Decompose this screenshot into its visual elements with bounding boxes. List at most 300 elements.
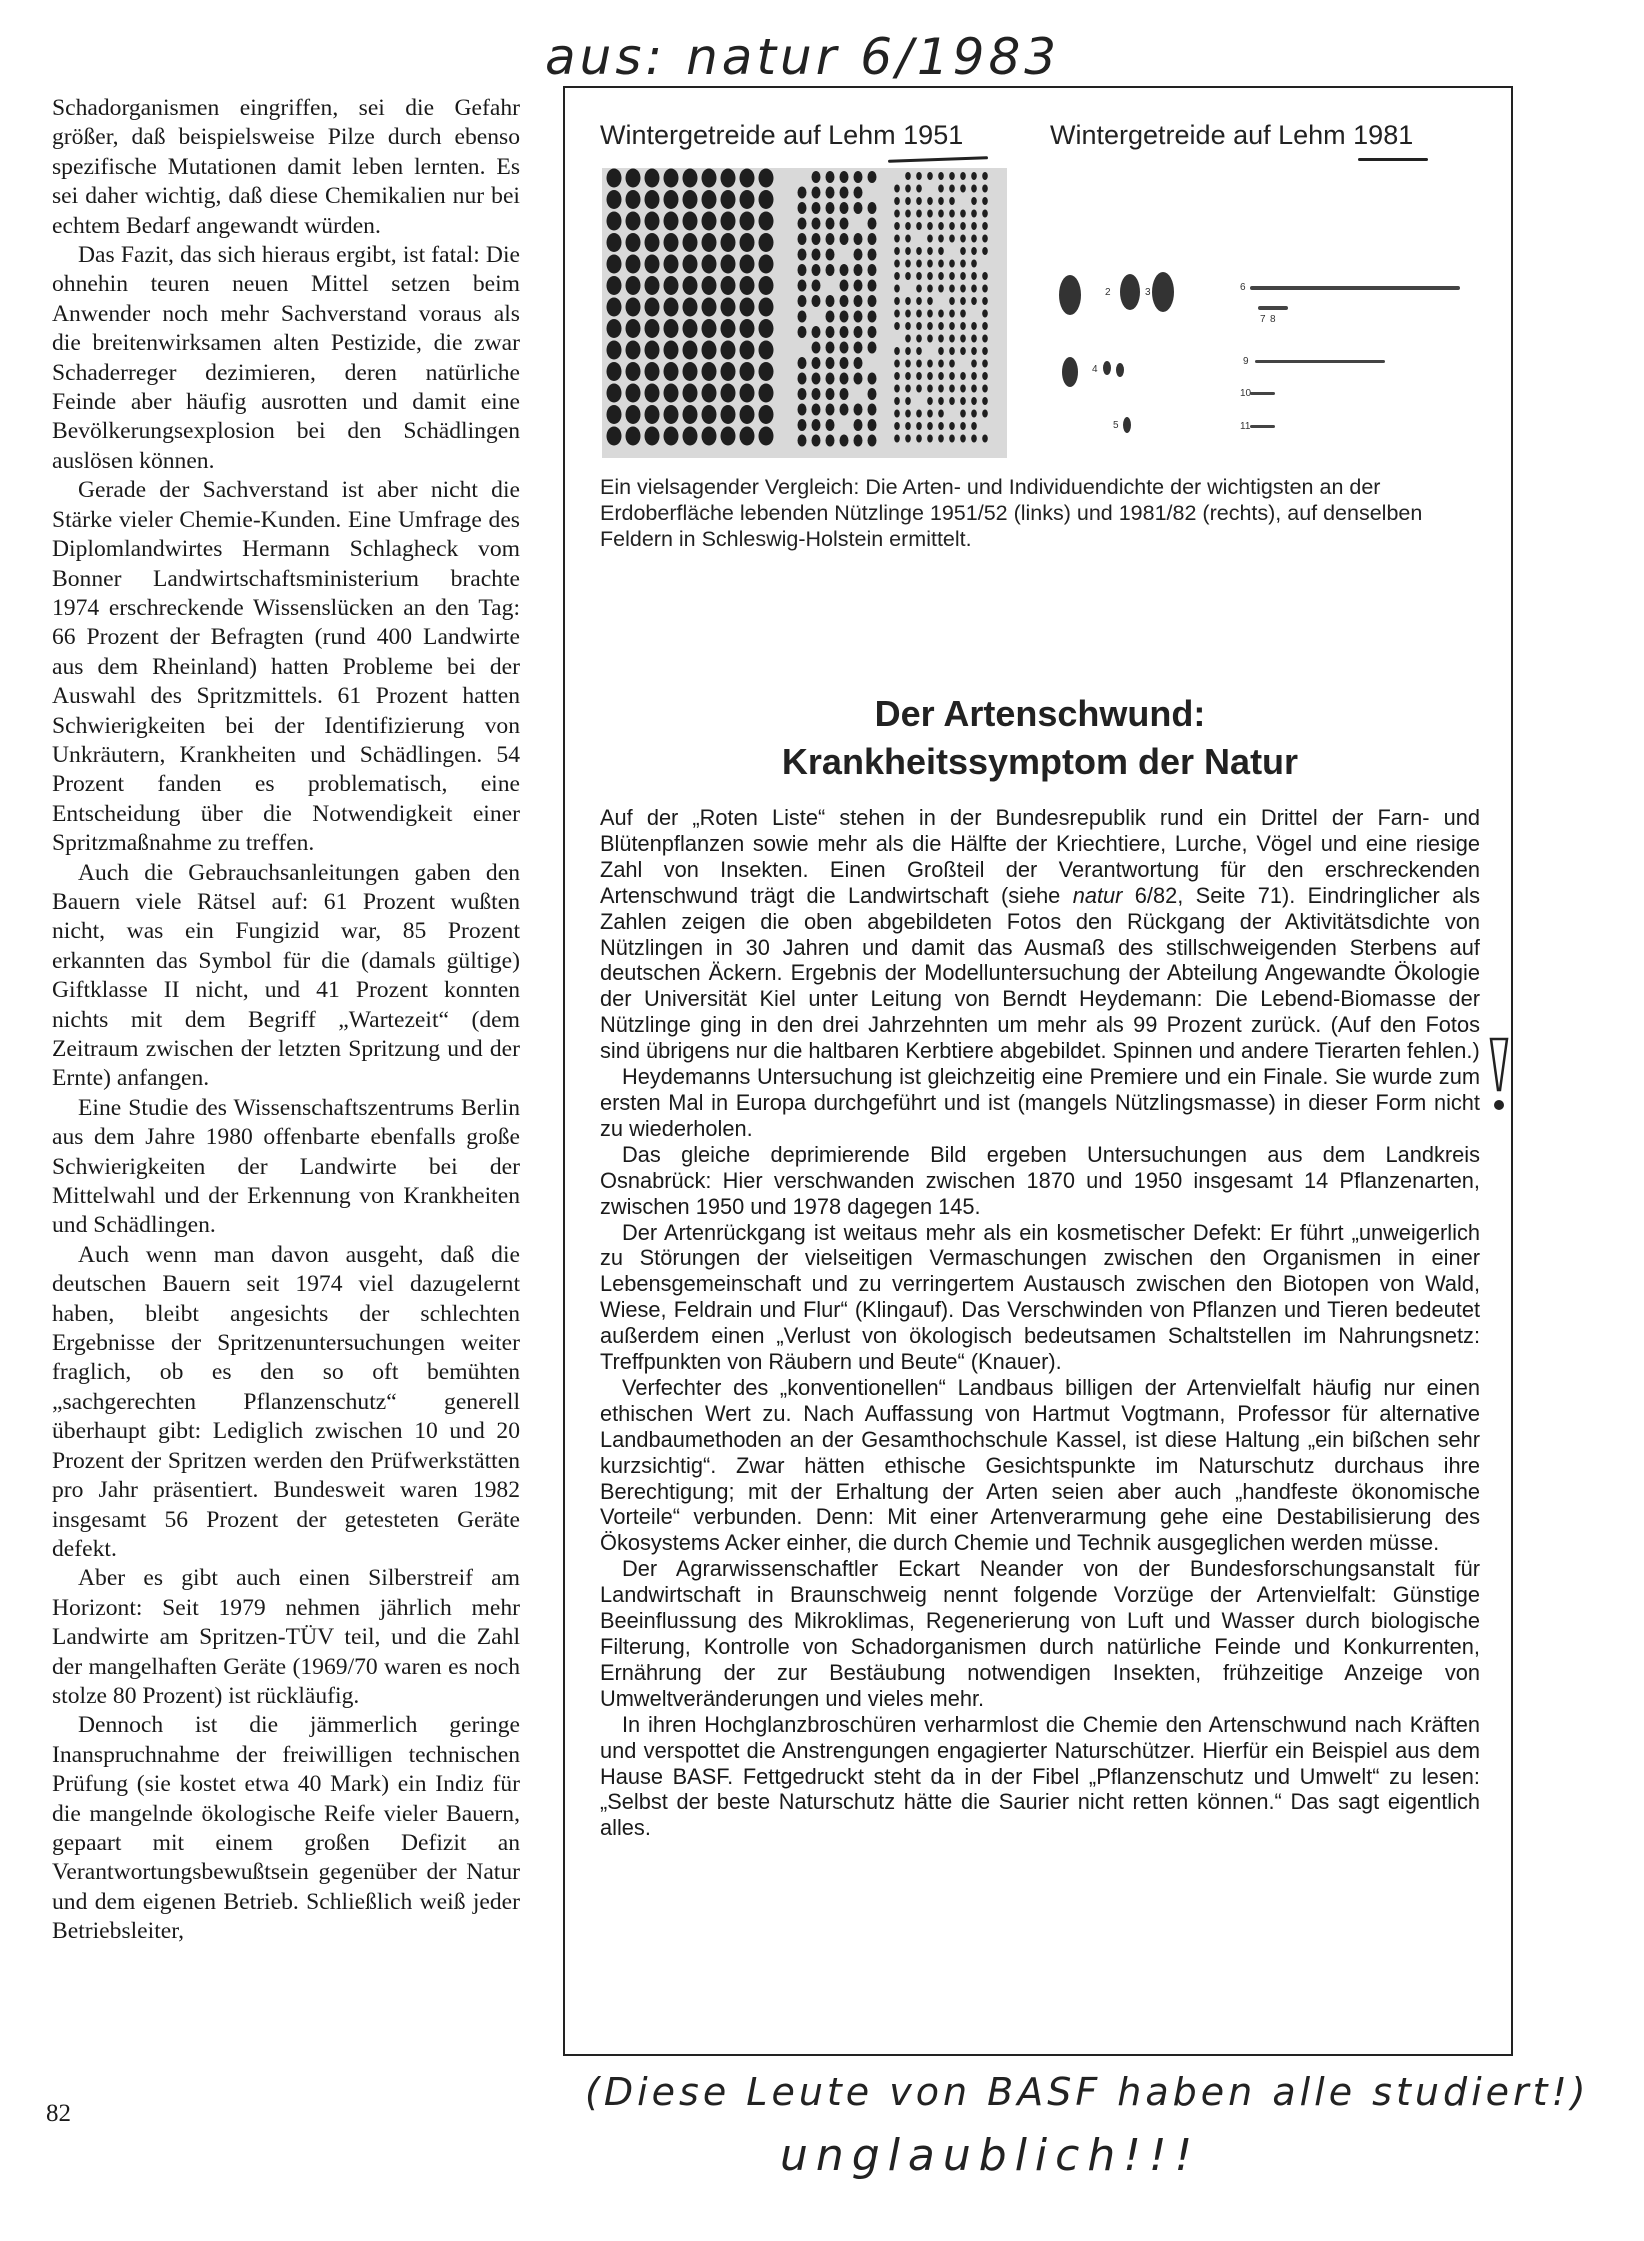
insect-specimen — [664, 190, 679, 209]
insect-specimen — [812, 404, 821, 416]
insect-specimen — [927, 285, 933, 293]
sidebar-article-body — [600, 805, 1480, 1841]
figure-title-1981: Wintergetreide auf Lehm 1981 — [1050, 120, 1414, 150]
insect-specimen — [854, 202, 863, 214]
insect-specimen — [626, 319, 641, 338]
insect-specimen — [826, 311, 835, 323]
insect-specimen — [645, 427, 660, 446]
insect-specimen — [854, 357, 863, 369]
insect-specimen — [854, 187, 863, 199]
insect-specimen — [927, 172, 933, 180]
insect-specimen — [721, 405, 736, 424]
insect-specimen — [916, 422, 922, 430]
insect-specimen — [759, 255, 774, 274]
body-paragraph: Das gleiche deprimierende Bild ergeben Untersuchungen aus dem Landkreis Osnabrück: Hier verschwanden zwischen 1870 und 1950 insgesamt 14 Pflanzenarten, zwischen 1950 und 1978 dagegen 145. — [600, 1141, 1480, 1219]
insect-specimen — [759, 276, 774, 295]
insect-specimen — [916, 285, 922, 293]
insect-specimen — [938, 260, 944, 268]
insect-specimen — [868, 249, 877, 261]
insect-specimen — [607, 427, 622, 446]
insect-specimen — [949, 210, 955, 218]
insect-specimen — [721, 276, 736, 295]
insect-specimen — [840, 264, 849, 276]
insect-specimen — [854, 435, 863, 447]
insect-specimen — [683, 190, 698, 209]
insect-specimen — [960, 335, 966, 343]
insect-specimen — [840, 404, 849, 416]
insect-specimen — [840, 311, 849, 323]
insect-specimen — [971, 172, 977, 180]
insect-specimen — [721, 169, 736, 188]
insect-specimen — [826, 171, 835, 183]
insect-specimen — [949, 360, 955, 368]
insect-specimen — [683, 212, 698, 231]
insect-specimen — [759, 319, 774, 338]
insect-specimen — [905, 260, 911, 268]
headline-line-2: Krankheitssymptom der Natur — [781, 741, 1299, 782]
insect-specimen — [971, 297, 977, 305]
insect-specimen — [971, 235, 977, 243]
insect-specimen — [840, 187, 849, 199]
insect-specimen — [971, 397, 977, 405]
specimen-label: 11 — [1240, 421, 1251, 432]
insect-specimen — [812, 419, 821, 431]
insect-specimen — [916, 210, 922, 218]
insect-specimen — [927, 297, 933, 305]
insect-specimen — [826, 264, 835, 276]
insect-specimen — [971, 347, 977, 355]
insect-specimen — [949, 235, 955, 243]
insect-specimen — [971, 422, 977, 430]
insect-sparse-1981 — [1045, 250, 1475, 450]
insect-specimen — [949, 322, 955, 330]
insect-specimen — [982, 172, 988, 180]
insect-specimen — [905, 422, 911, 430]
insect-specimen — [982, 360, 988, 368]
insect-specimen — [812, 373, 821, 385]
insect-specimen — [868, 233, 877, 245]
left-paragraph: Auch die Gebrauchsanleitungen gaben den Bauern viele Rätsel auf: 61 Prozent wußten nicht, was ein Fungizid war, 85 Prozent erkannten das Symbol für die (damals gültige) Giftklasse II nicht, und 41 Prozent konnten nichts mit dem Begriff „Wartezeit“ (dem Zeitraum zwischen der letzten Spritzung und der Ernte) anfangen. — [52, 859, 520, 1092]
insect-specimen — [960, 322, 966, 330]
insect-specimen — [927, 372, 933, 380]
insect-specimen — [840, 357, 849, 369]
insect-specimen — [982, 347, 988, 355]
insect-specimen — [938, 422, 944, 430]
left-paragraph: Eine Studie des Wissenschaftszentrums Berlin aus dem Jahre 1980 offenbarte ebenfalls große Schwierigkeiten der Landwirte bei der Mittelwahl und der Erkennung von Krankheiten und Schädlingen. — [52, 1094, 520, 1239]
insect-specimen — [683, 405, 698, 424]
insect-specimen — [683, 362, 698, 381]
insect-specimen — [798, 202, 807, 214]
insect-specimen — [721, 255, 736, 274]
insect-grid-1951 — [602, 168, 1007, 458]
insect-specimen — [702, 319, 717, 338]
insect-specimen — [938, 385, 944, 393]
insect-specimen — [868, 264, 877, 276]
insect-specimen — [949, 197, 955, 205]
insect-specimen — [960, 385, 966, 393]
insect-specimen — [938, 235, 944, 243]
insect-specimen — [927, 222, 933, 230]
insect-specimen — [868, 326, 877, 338]
insect-specimen — [927, 272, 933, 280]
insect-specimen — [916, 372, 922, 380]
insect-specimen — [854, 342, 863, 354]
insect-specimen — [938, 185, 944, 193]
insect-specimen — [702, 212, 717, 231]
insect-specimen — [683, 298, 698, 317]
insect-specimen — [927, 260, 933, 268]
insect-specimen — [894, 422, 900, 430]
insect-specimen — [683, 255, 698, 274]
insect-specimen — [982, 397, 988, 405]
insect-specimen — [916, 347, 922, 355]
insect-specimen — [626, 169, 641, 188]
insect-specimen — [982, 247, 988, 255]
insect-specimen — [759, 298, 774, 317]
insect-specimen — [740, 427, 755, 446]
insect-specimen — [840, 295, 849, 307]
insect-specimen — [854, 249, 863, 261]
insect-specimen — [982, 372, 988, 380]
insect-specimen — [982, 322, 988, 330]
insect-specimen — [982, 185, 988, 193]
insect-specimen — [894, 235, 900, 243]
insect-specimen — [664, 255, 679, 274]
insect-specimen — [798, 187, 807, 199]
insect-specimen — [702, 405, 717, 424]
insect-specimen — [938, 335, 944, 343]
insect-specimen — [960, 347, 966, 355]
body-paragraph: Auf der „Roten Liste“ stehen in der Bundesrepublik rund ein Drittel der Farn- und Blütenpflanzen sowie mehr als die Hälfte der Kriechtiere, Lurche, Vögel und eine riesige Zahl von Insekten. Einen Großteil der Verantwortung für den erschreckenden Artenschwund trägt die Landwirtschaft (siehe natur 6/82, Seite 71). Eindringlicher als Zahlen zeigen die oben abgebildeten Fotos den Rückgang der Aktivitätsdichte von Nützlingen in 30 Jahren und damit das Ausmaß des stillschweigenden Sterbens auf deutschen Äckern. Ergebnis der Modelluntersuchung der Abteilung Angewandte Ökologie der Universität Kiel unter Leitung von Berndt Heydemann: Die Lebend-Biomasse der Nützlinge ging in den drei Jahrzehnten um mehr als 99 Prozent zurück. (Auf den Fotos sind übrigens nur die haltbaren Kerbtiere abgebildet. Spinnen und andere Tierarten fehlen.) — [600, 805, 1480, 1064]
insect-specimen — [868, 419, 877, 431]
insect-specimen — [826, 388, 835, 400]
specimen-label: 5 — [1113, 420, 1119, 431]
insect-specimen — [812, 357, 821, 369]
insect-specimen — [905, 397, 911, 405]
insect-specimen — [721, 298, 736, 317]
insect-specimen — [683, 169, 698, 188]
insect-specimen — [607, 255, 622, 274]
specimen-label: 6 — [1240, 282, 1246, 293]
insect-specimen — [854, 373, 863, 385]
insect-specimen — [868, 373, 877, 385]
handwritten-source-note: aus: natur 6/1983 — [545, 28, 1061, 86]
insect-specimen — [740, 169, 755, 188]
insect-specimen — [664, 362, 679, 381]
insect-specimen — [971, 285, 977, 293]
insect-specimen — [826, 373, 835, 385]
insect-specimen — [721, 341, 736, 360]
insect-specimen — [971, 260, 977, 268]
insect-specimen — [938, 197, 944, 205]
insect-specimen — [916, 310, 922, 318]
insect-specimen — [949, 172, 955, 180]
insect-specimen — [971, 197, 977, 205]
insect-specimen — [721, 362, 736, 381]
insect-specimen — [868, 311, 877, 323]
insect-specimen — [949, 422, 955, 430]
insect-specimen — [971, 360, 977, 368]
insect-specimen — [645, 255, 660, 274]
insect-specimen — [798, 435, 807, 447]
insect-specimen — [938, 210, 944, 218]
insect-specimen — [916, 435, 922, 443]
insect-specimen — [905, 185, 911, 193]
insect-specimen — [905, 210, 911, 218]
insect-specimen — [798, 280, 807, 292]
insect-specimen — [982, 235, 988, 243]
insect-specimen — [949, 185, 955, 193]
insect-specimen — [626, 276, 641, 295]
insect-specimen — [607, 341, 622, 360]
insect-specimen — [840, 435, 849, 447]
insect-specimen — [894, 272, 900, 280]
insect-specimen — [826, 404, 835, 416]
insect-specimen — [960, 435, 966, 443]
insect-specimen — [971, 372, 977, 380]
insect-specimen — [798, 264, 807, 276]
insect-specimen — [854, 233, 863, 245]
insect-specimen — [721, 384, 736, 403]
insect-specimen — [938, 360, 944, 368]
insect-specimen — [840, 280, 849, 292]
insect-specimen — [702, 341, 717, 360]
insect-specimen — [905, 435, 911, 443]
insect-specimen — [894, 360, 900, 368]
insect-specimen — [798, 295, 807, 307]
insect-specimen — [740, 384, 755, 403]
insect-specimen — [798, 218, 807, 230]
body-paragraph: Der Agrarwissenschaftler Eckart Neander von der Bundesforschungsanstalt für Landwirtschaft in Braunschweig nennt folgende Vorzüge der Artenvielfalt: Günstige Beeinflussung des Mikroklimas, Regenerierung von Luft und Wasser durch biologische Filterung, Kontrolle von Schadorganismen durch natürliche Feinde und Konkurrenten, Ernährung der zur Bestäubung notwendigen Insekten, frühzeitige Anzeige von Umweltveränderungen und vieles mehr. — [600, 1556, 1480, 1711]
insect-specimen — [721, 233, 736, 252]
body-paragraph: In ihren Hochglanzbroschüren verharmlost die Chemie den Artenschwund nach Kräften und verspottet die Anstrengungen engagierter Naturschützer. Hierfür ein Beispiel aus dem Hause BASF. Fettgedruckt steht da in der Fibel „Pflanzenschutz und Umwelt“ zu lesen: „Selbst der beste Naturschutz hätte die Saurier nicht retten können.“ Das sagt eigentlich alles. — [600, 1711, 1480, 1841]
insect-specimen — [840, 373, 849, 385]
insect-specimen — [607, 384, 622, 403]
insect-specimen — [840, 388, 849, 400]
insect-specimen — [840, 202, 849, 214]
insect-specimen — [854, 264, 863, 276]
insect-specimen — [938, 310, 944, 318]
insect-specimen — [812, 264, 821, 276]
left-paragraph: Schadorganismen eingriffen, sei die Gefahr größer, daß beispielsweise Pilze durch ebenso spezifische Mutationen damit leben lernten. Es sei daher wichtig, daß diese Chemikalien nur bei echtem Bedarf angewandt würden. — [52, 95, 520, 239]
insect-specimen — [840, 342, 849, 354]
insect-specimen — [645, 298, 660, 317]
left-paragraph: Auch wenn man davon ausgeht, daß die deutschen Bauern seit 1974 viel dazugelernt haben, bleibt angesichts der schlechten Ergebnisse der Spritzenuntersuchungen weiter fraglich, ob es den so oft bemühten „sachgerechten Pflanzenschutz“ generell überhaupt gibt: Lediglich zwischen 10 und 20 Prozent der Spritzen werden den Prüfwerkstätten pro Jahr präsentiert. Bundesweit waren 1982 insgesamt 56 Prozent der getesteten Geräte defekt. — [52, 1241, 520, 1562]
insect-specimen — [664, 212, 679, 231]
insect-specimen — [702, 255, 717, 274]
insect-specimen — [916, 335, 922, 343]
insect-specimen — [927, 422, 933, 430]
insect-specimen — [721, 190, 736, 209]
insect-specimen — [664, 169, 679, 188]
insect-specimen — [626, 362, 641, 381]
insect-specimen — [868, 218, 877, 230]
insect-specimen — [938, 222, 944, 230]
insect-specimen — [626, 405, 641, 424]
insect-specimen — [938, 410, 944, 418]
insect-specimen — [664, 319, 679, 338]
insect-specimen — [971, 222, 977, 230]
insect-specimen — [905, 385, 911, 393]
insect-specimen — [664, 298, 679, 317]
insect-specimen — [938, 347, 944, 355]
insect-specimen — [812, 280, 821, 292]
insect-specimen — [938, 247, 944, 255]
insect-specimen — [645, 233, 660, 252]
insect-specimen — [626, 298, 641, 317]
insect-specimen — [645, 212, 660, 231]
insect-specimen — [971, 185, 977, 193]
insect-specimen — [927, 247, 933, 255]
handwritten-underline — [1358, 158, 1428, 161]
insect-specimen — [759, 169, 774, 188]
insect-specimen — [854, 171, 863, 183]
insect-specimen — [982, 210, 988, 218]
insect-specimen — [894, 385, 900, 393]
insect-specimen — [683, 384, 698, 403]
insect-specimen — [854, 404, 863, 416]
insect-specimen — [949, 372, 955, 380]
insect-specimen — [905, 272, 911, 280]
insect-specimen — [894, 372, 900, 380]
left-paragraph: Das Fazit, das sich hieraus ergibt, ist fatal: Die ohnehin teuren neuen Mittel setzen beim Anwender noch mehr Sachverstand voraus als die breitenwirksamen alten Pestizide, die zwar Schaderreger dezimieren, deren natürliche Feinde aber häufig ausrotten und damit eine Bevölkerungsexplosion bei den Schädlingen auslösen können. — [52, 242, 520, 474]
insect-specimen — [982, 435, 988, 443]
insect-specimen — [949, 397, 955, 405]
headline-line-1: Der Artenschwund: — [874, 693, 1206, 734]
insect-specimen — [812, 218, 821, 230]
insect-specimen — [702, 233, 717, 252]
insect-specimen — [960, 247, 966, 255]
insect-specimen — [894, 410, 900, 418]
body-paragraph: Der Artenrückgang ist weitaus mehr als ein kosmetischer Defekt: Er führt „unweigerlich zu Störungen der vielseitigen Vermaschungen zwischen den Organismen in einer Lebensgemeinschaft und zu verringertem Austausch zwischen den Biotopen von Wald, Wiese, Feldrain und Flur“ (Klingauf). Das Verschwinden von Pflanzen und Tieren bedeutet außerdem einen „Verlust von ökologisch bedeutsamen Schaltstellen im Nahrungsnetz: Treffpunkten von Räubern und Beute“ (Knauer). — [600, 1219, 1480, 1375]
insect-specimen — [894, 197, 900, 205]
insect-specimen — [702, 190, 717, 209]
insect-specimen — [664, 233, 679, 252]
insect-specimen — [905, 172, 911, 180]
insect-specimen — [854, 419, 863, 431]
insect-specimen — [868, 404, 877, 416]
insect-specimen — [905, 347, 911, 355]
insect-specimen — [702, 362, 717, 381]
insect-specimen — [740, 405, 755, 424]
insect-specimen — [798, 249, 807, 261]
insect-specimen — [916, 222, 922, 230]
insect-specimen — [960, 310, 966, 318]
insect-specimen — [812, 202, 821, 214]
insect-specimen — [826, 326, 835, 338]
insect-specimen — [949, 272, 955, 280]
insect-specimen — [971, 385, 977, 393]
insect-specimen — [702, 427, 717, 446]
insect-specimen — [826, 419, 835, 431]
insect-specimen — [927, 385, 933, 393]
insect-specimen — [664, 384, 679, 403]
insect-specimen — [812, 342, 821, 354]
insect-specimen — [916, 247, 922, 255]
page-number: 82 — [46, 2100, 71, 2127]
insect-specimen — [960, 172, 966, 180]
insect-specimen — [759, 212, 774, 231]
insect-specimen — [982, 310, 988, 318]
insect-specimen — [812, 295, 821, 307]
insect-specimen — [916, 297, 922, 305]
insect-specimen — [960, 260, 966, 268]
insect-specimen — [607, 298, 622, 317]
insect-specimen — [607, 190, 622, 209]
insect-specimen — [740, 341, 755, 360]
specimen-label: 2 — [1105, 287, 1111, 298]
insect-specimen — [626, 341, 641, 360]
insect-specimen — [894, 222, 900, 230]
insect-specimen — [812, 187, 821, 199]
insect-specimen — [894, 185, 900, 193]
insect-specimen — [894, 435, 900, 443]
insect-specimen — [916, 197, 922, 205]
insect-specimen — [626, 384, 641, 403]
insect-specimen — [927, 197, 933, 205]
insect-specimen — [740, 362, 755, 381]
insect-specimen — [826, 435, 835, 447]
insect-specimen — [626, 233, 641, 252]
insect-specimen — [607, 169, 622, 188]
insect-specimen — [960, 185, 966, 193]
specimen-label: 8 — [1270, 314, 1276, 325]
photo-insects-1981 — [1045, 250, 1475, 450]
insect-specimen — [607, 276, 622, 295]
insect-specimen — [916, 322, 922, 330]
insect-specimen — [894, 397, 900, 405]
insect-specimen — [683, 276, 698, 295]
left-paragraph: Aber es gibt auch einen Silberstreif am Horizont: Seit 1979 nehmen jährlich mehr Landwirte am Spritzen-TÜV teil, und die Zahl der mangelhaften Geräte (1969/70 waren es noch stolze 80 Prozent) ist rückläufig. — [52, 1565, 520, 1709]
insect-specimen — [645, 341, 660, 360]
insect-specimen — [960, 272, 966, 280]
insect-specimen — [960, 397, 966, 405]
insect-specimen — [626, 190, 641, 209]
insect-specimen — [721, 427, 736, 446]
insect-specimen — [960, 422, 966, 430]
insect-specimen — [854, 311, 863, 323]
insect-specimen — [664, 341, 679, 360]
insect-specimen — [982, 272, 988, 280]
insect-specimen — [740, 255, 755, 274]
insect-specimen — [982, 297, 988, 305]
left-paragraph: Dennoch ist die jämmerlich geringe Inanspruchnahme der freiwilligen technischen Prüfung (sie kostet etwa 40 Mark) ein Indiz für die mangelnde ökologische Reife vieler Bauern, gepaart mit einem großen Defizit an Verantwortungsbewußtsein gegenüber der Natur und dem eigenen Betrieb. Schließlich weiß jeder Betriebsleiter, — [52, 1712, 520, 1945]
insect-specimen — [868, 388, 877, 400]
insect-specimen — [971, 335, 977, 343]
insect-specimen — [905, 197, 911, 205]
insect-specimen — [812, 249, 821, 261]
insect-specimen — [826, 233, 835, 245]
insect-specimen — [894, 260, 900, 268]
article-headline — [700, 690, 1380, 786]
insect-specimen — [927, 410, 933, 418]
insect-specimen — [683, 341, 698, 360]
insect-specimen — [949, 335, 955, 343]
photo-insects-1951 — [602, 168, 1007, 458]
insect-specimen — [960, 372, 966, 380]
insect-specimen — [960, 210, 966, 218]
insect-specimen — [982, 335, 988, 343]
insect-specimen — [798, 419, 807, 431]
insect-specimen — [607, 362, 622, 381]
insect-specimen — [927, 322, 933, 330]
specimen-label: 10 — [1240, 388, 1252, 399]
insect-specimen — [840, 233, 849, 245]
specimen-label: 9 — [1243, 356, 1249, 367]
insect-specimen — [868, 171, 877, 183]
insect-specimen — [798, 326, 807, 338]
insect-specimen — [702, 384, 717, 403]
